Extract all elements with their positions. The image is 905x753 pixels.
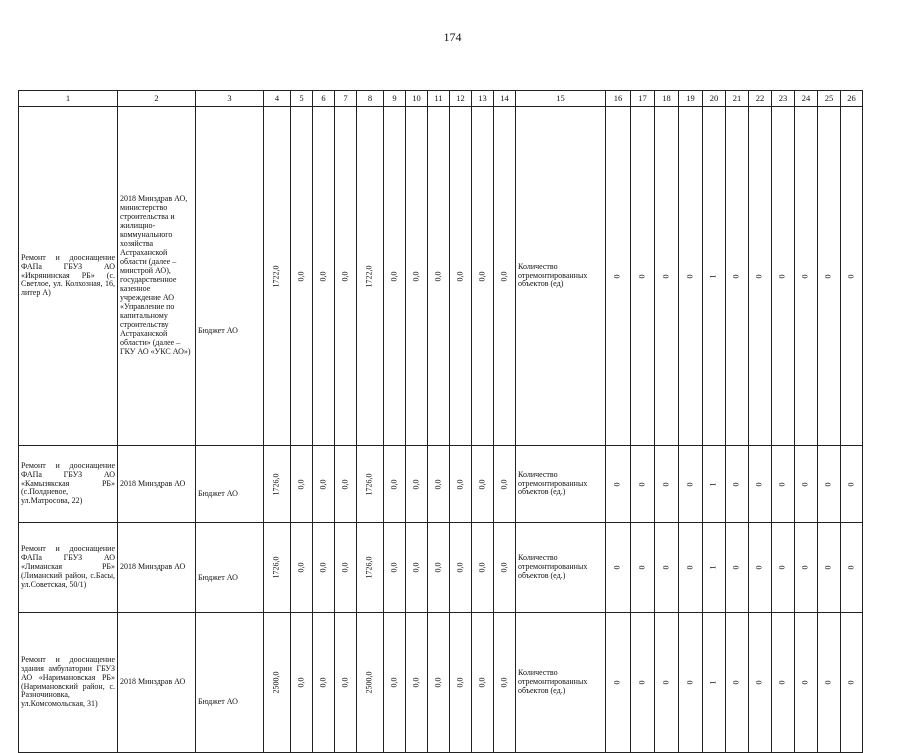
target-value-cell-text: 0 [612,680,622,685]
funding-value-cell-text: 0,0 [499,562,509,573]
funding-value-cell [472,613,494,753]
executor-cell: 2018 Минздрав АО [118,613,196,753]
funding-value-cell-text: 0,0 [433,478,443,489]
funding-value-cell [384,446,406,523]
funding-value-cell-text: 0,0 [411,677,421,688]
column-header: 2 [118,91,196,107]
funding-value-cell [450,523,472,613]
target-value-cell-text: 0 [846,565,856,570]
funding-value-cell-text: 0,0 [318,677,328,688]
funding-value-cell-text: 1722,0 [364,264,374,287]
target-value-cell [655,613,679,753]
target-value-cell-text: 0 [731,481,741,486]
target-value-cell [606,523,631,613]
target-value-cell-text: 0 [823,273,833,278]
column-header: 19 [679,91,703,107]
funding-value-cell [335,107,357,446]
target-value-cell [795,523,818,613]
column-header: 8 [357,91,384,107]
column-header: 11 [428,91,450,107]
target-value-cell-text: 1 [708,273,718,278]
funding-value-cell-text: 0,0 [389,677,399,688]
funding-value-cell [313,446,335,523]
funding-value-cell [428,523,450,613]
funding-value-cell-text: 0,0 [318,562,328,573]
funding-value-cell [406,446,428,523]
target-value-cell [606,446,631,523]
column-header: 12 [450,91,472,107]
target-value-cell [679,523,703,613]
funding-value-cell [335,446,357,523]
funding-value-cell [291,613,313,753]
target-value-cell [703,523,726,613]
program-table [18,90,863,753]
column-header: 14 [494,91,516,107]
target-value-cell-text: 0 [800,680,810,685]
target-value-cell [726,613,749,753]
funding-value-cell [384,107,406,446]
funding-value-cell [384,613,406,753]
target-value-cell [631,523,655,613]
funding-value-cell-text: 0,0 [389,270,399,281]
funding-value-cell [472,107,494,446]
column-header: 16 [606,91,631,107]
column-header: 5 [291,91,313,107]
target-value-cell [726,446,749,523]
target-value-cell-text: 0 [612,481,622,486]
target-value-cell [772,613,795,753]
target-value-cell [772,446,795,523]
funding-value-cell-text: 0,0 [433,677,443,688]
target-value-cell [703,107,726,446]
indicator-cell: Количество отремонтированных объектов (ед.) [516,523,606,613]
funding-value-cell [428,446,450,523]
target-value-cell-text: 0 [846,481,856,486]
target-value-cell [631,446,655,523]
funding-value-cell [313,523,335,613]
target-value-cell [841,446,863,523]
funding-value-cell [264,446,291,523]
target-value-cell [772,523,795,613]
funding-value-cell [313,613,335,753]
funding-value-cell-text: 0,0 [499,478,509,489]
target-value-cell [749,613,772,753]
table-row [19,446,863,523]
funding-value-cell [494,107,516,446]
target-value-cell-text: 0 [637,565,647,570]
target-value-cell-text: 0 [777,273,787,278]
table-row [19,523,863,613]
table-row [19,107,863,446]
column-header: 10 [406,91,428,107]
target-value-cell-text: 0 [661,481,671,486]
target-value-cell [841,613,863,753]
funding-value-cell [472,446,494,523]
funding-source-cell: Бюджет АО [196,446,264,523]
target-value-cell [818,107,841,446]
activity-name-cell: Ремонт и дооснащение ФАПа ГБУЗ АО «Икрянинская РБ» (с. Светлое, ул. Колхозная, 16, литер А) [19,107,118,446]
target-value-cell [818,613,841,753]
column-header: 1 [19,91,118,107]
funding-value-cell [264,523,291,613]
funding-value-cell [428,613,450,753]
funding-value-cell-text: 0,0 [455,677,465,688]
funding-value-cell-text: 1726,0 [271,472,281,495]
funding-value-cell-text: 1726,0 [271,556,281,579]
funding-value-cell-text: 1726,0 [364,472,374,495]
column-header: 15 [516,91,606,107]
funding-value-cell [357,107,384,446]
funding-value-cell-text: 0,0 [477,478,487,489]
funding-value-cell [291,523,313,613]
target-value-cell [795,107,818,446]
target-value-cell-text: 0 [637,680,647,685]
executor-cell: 2018 Минздрав АО, министерство строительства и жилищно-коммунального хозяйства Астраханской области (далее – минстрой АО), государственное казенное учреждение АО «Управление по капитальному строительству Астраханской области» (далее – ГКУ АО «УКС АО») [118,107,196,446]
funding-value-cell-text: 0,0 [296,677,306,688]
target-value-cell-text: 0 [685,565,695,570]
funding-value-cell-text: 0,0 [411,478,421,489]
funding-value-cell-text: 0,0 [477,677,487,688]
funding-value-cell [406,107,428,446]
target-value-cell-text: 1 [708,481,718,486]
funding-value-cell-text: 0,0 [499,677,509,688]
target-value-cell [841,523,863,613]
target-value-cell-text: 0 [685,273,695,278]
activity-name-cell: Ремонт и дооснащение здания амбулатории ГБУЗ АО «Наримановская РБ» (Наримановский район, с. Разночиновка, ул.Комсомольская, 31) [19,613,118,753]
column-header: 6 [313,91,335,107]
column-header: 21 [726,91,749,107]
funding-value-cell-text: 0,0 [318,270,328,281]
funding-value-cell-text: 0,0 [455,562,465,573]
target-value-cell-text: 1 [708,680,718,685]
column-header: 3 [196,91,264,107]
funding-value-cell-text: 0,0 [455,270,465,281]
target-value-cell-text: 0 [823,481,833,486]
target-value-cell-text: 0 [754,565,764,570]
target-value-cell-text: 0 [754,481,764,486]
executor-cell: 2018 Минздрав АО [118,446,196,523]
column-header: 13 [472,91,494,107]
target-value-cell-text: 0 [823,680,833,685]
page-number: 174 [443,30,462,44]
target-value-cell [749,107,772,446]
funding-value-cell-text: 0,0 [340,562,350,573]
target-value-cell [631,613,655,753]
funding-value-cell [494,446,516,523]
target-value-cell [606,107,631,446]
funding-value-cell [291,446,313,523]
funding-value-cell-text: 2500,0 [364,671,374,694]
funding-value-cell-text: 0,0 [340,478,350,489]
funding-value-cell [264,613,291,753]
target-value-cell [703,613,726,753]
target-value-cell-text: 0 [777,481,787,486]
target-value-cell-text: 0 [661,680,671,685]
funding-value-cell [472,523,494,613]
target-value-cell-text: 0 [661,565,671,570]
target-value-cell-text: 0 [612,565,622,570]
target-value-cell-text: 0 [637,273,647,278]
funding-value-cell-text: 0,0 [411,270,421,281]
funding-value-cell-text: 0,0 [340,677,350,688]
target-value-cell [795,613,818,753]
target-value-cell [772,107,795,446]
indicator-cell: Количество отремонтированных объектов (ед.) [516,446,606,523]
target-value-cell [841,107,863,446]
funding-value-cell-text: 1726,0 [364,556,374,579]
column-header: 18 [655,91,679,107]
column-header: 7 [335,91,357,107]
target-value-cell-text: 0 [731,565,741,570]
column-header: 26 [841,91,863,107]
target-value-cell-text: 0 [800,565,810,570]
target-value-cell [818,523,841,613]
funding-value-cell-text: 0,0 [296,270,306,281]
target-value-cell-text: 0 [777,680,787,685]
funding-value-cell-text: 0,0 [433,562,443,573]
target-value-cell-text: 0 [661,273,671,278]
funding-value-cell [335,523,357,613]
column-header: 22 [749,91,772,107]
funding-value-cell [357,613,384,753]
target-value-cell [703,446,726,523]
target-value-cell [655,523,679,613]
column-header: 20 [703,91,726,107]
target-value-cell-text: 0 [612,273,622,278]
executor-cell: 2018 Минздрав АО [118,523,196,613]
table-body [19,107,863,753]
funding-value-cell [357,523,384,613]
target-value-cell-text: 0 [731,680,741,685]
target-value-cell [726,107,749,446]
target-value-cell [631,107,655,446]
table-row [19,613,863,753]
target-value-cell [655,446,679,523]
funding-value-cell [335,613,357,753]
target-value-cell-text: 0 [731,273,741,278]
target-value-cell-text: 0 [685,481,695,486]
target-value-cell [606,613,631,753]
target-value-cell-text: 0 [777,565,787,570]
funding-value-cell-text: 0,0 [433,270,443,281]
funding-value-cell [406,523,428,613]
funding-value-cell [450,613,472,753]
target-value-cell-text: 1 [708,565,718,570]
target-value-cell-text: 0 [685,680,695,685]
funding-value-cell [313,107,335,446]
header-row [19,91,863,107]
target-value-cell [749,523,772,613]
funding-value-cell-text: 0,0 [296,478,306,489]
column-header: 25 [818,91,841,107]
target-value-cell [679,613,703,753]
funding-value-cell-text: 0,0 [318,478,328,489]
funding-value-cell [450,107,472,446]
activity-name-cell: Ремонт и дооснащение ФАПа ГБУЗ АО «Лиманская РБ» (Лиманский район, с.Басы, ул.Советская, 50/1) [19,523,118,613]
funding-value-cell-text: 0,0 [477,562,487,573]
column-header: 4 [264,91,291,107]
indicator-cell: Количество отремонтированных объектов (ед.) [516,613,606,753]
target-value-cell-text: 0 [754,273,764,278]
target-value-cell [679,107,703,446]
target-value-cell-text: 0 [800,273,810,278]
target-value-cell-text: 0 [846,680,856,685]
funding-value-cell [450,446,472,523]
funding-value-cell [291,107,313,446]
funding-source-cell: Бюджет АО [196,613,264,753]
target-value-cell [749,446,772,523]
funding-value-cell [494,613,516,753]
column-header: 17 [631,91,655,107]
indicator-cell: Количество отремонтированных объектов (ед) [516,107,606,446]
funding-value-cell-text: 0,0 [411,562,421,573]
funding-value-cell [357,446,384,523]
column-header: 9 [384,91,406,107]
column-header: 24 [795,91,818,107]
funding-value-cell [428,107,450,446]
target-value-cell-text: 0 [754,680,764,685]
target-value-cell-text: 0 [800,481,810,486]
target-value-cell [726,523,749,613]
funding-value-cell [494,523,516,613]
target-value-cell-text: 0 [846,273,856,278]
activity-name-cell: Ремонт и дооснащение ФАПа ГБУЗ АО «Камызякская РБ» (с.Полдневое, ул.Матросова, 22) [19,446,118,523]
funding-value-cell-text: 0,0 [389,478,399,489]
funding-value-cell-text: 0,0 [455,478,465,489]
funding-source-cell: Бюджет АО [196,107,264,446]
target-value-cell-text: 0 [637,481,647,486]
target-value-cell-text: 0 [823,565,833,570]
funding-value-cell-text: 0,0 [296,562,306,573]
funding-value-cell-text: 0,0 [499,270,509,281]
funding-value-cell-text: 0,0 [340,270,350,281]
funding-value-cell-text: 0,0 [477,270,487,281]
target-value-cell [655,107,679,446]
target-value-cell [818,446,841,523]
target-value-cell [795,446,818,523]
funding-source-cell: Бюджет АО [196,523,264,613]
funding-value-cell [406,613,428,753]
column-header: 23 [772,91,795,107]
funding-value-cell [384,523,406,613]
funding-value-cell-text: 0,0 [389,562,399,573]
funding-value-cell [264,107,291,446]
target-value-cell [679,446,703,523]
funding-value-cell-text: 1722,0 [271,264,281,287]
funding-value-cell-text: 2500,0 [271,671,281,694]
